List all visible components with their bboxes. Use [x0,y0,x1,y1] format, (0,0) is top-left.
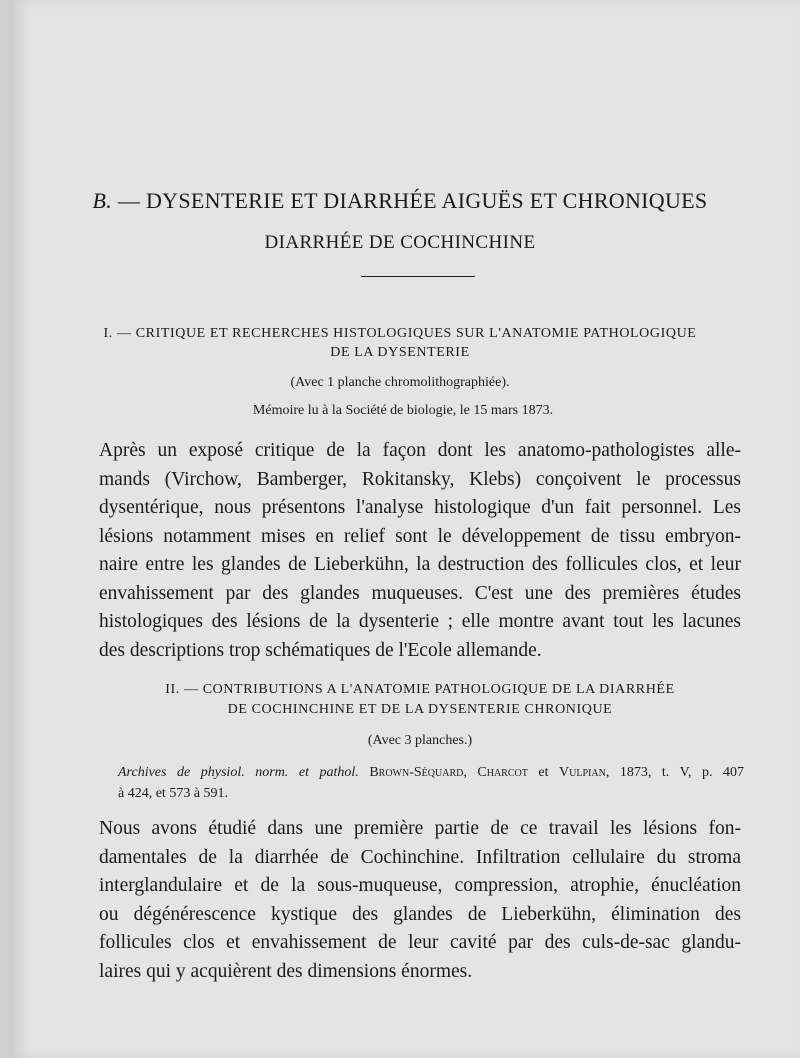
citation-author: Charcot [477,765,528,780]
citation-line: à 424, et 573 à 591. [118,786,229,801]
section2-paragraph [99,815,741,986]
paragraph-line: Nous avons étudié dans une première partie de ce travail les lésions fon- [99,818,741,839]
citation-details: , 1873, t. V, p. 407 [605,765,744,780]
paragraph-line: ou dégénérescence kystique des glandes de Lieberkühn, élimination des [99,903,741,925]
paragraph-line: histologiques des lésions de la dysenterie ; elle montre avant tout les lacunes [99,611,741,632]
divider-rule [361,276,475,277]
section2-title-line2: DE COCHINCHINE ET DE LA DYSENTERIE CHRONIQUE [227,702,613,717]
section1-paragraph [99,437,741,665]
section1-note: (Avec 1 planche chromolithographiée). [290,375,510,390]
section1-memoire [0,403,708,419]
paragraph-line: damentales de la diarrhée de Cochinchine. Infiltration cellulaire du stroma [99,846,741,868]
citation-separator: et [527,765,560,780]
section1-title-line1: I. — CRITIQUE ET RECHERCHES HISTOLOGIQUES SUR L'ANATOMIE PATHOLOGIQUE [103,326,697,341]
paragraph-line: lésions notamment mises en relief sont le développement de tissu embryon- [99,525,741,547]
paragraph-line: dysentérique, nous présentons l'analyse histologique d'un fait personnel. Les [99,497,741,518]
section2-citation [118,762,744,804]
paragraph-line: interglandulaire et de la sous-muqueuse, compression, atrophie, énucléation [99,875,741,896]
section2-title-line1: II. — CONTRIBUTIONS A L'ANATOMIE PATHOLOGIQUE DE LA DIARRHÉE [165,682,675,697]
chapter-letter: B. [92,188,113,213]
memoire-text: Mémoire lu à la Société de biologie, le 15 mars 1873. [252,403,554,418]
section2-note: (Avec 3 planches.) [367,733,473,748]
chapter-subtitle: DIARRHÉE DE COCHINCHINE [264,232,536,253]
paragraph-line: envahissement par des glandes muqueuses. C'est une des premières études [99,582,741,604]
citation-author: Brown-Séquard [369,765,464,780]
citation-journal: Archives de physiol. norm. et pathol. [118,765,359,780]
citation-separator: , [463,765,478,780]
paragraph-line: des descriptions trop schématiques de l'Ecole allemande. [99,639,542,661]
section1-title-line2: DE LA DYSENTERIE [330,345,470,360]
paragraph-line: follicules clos et envahissement de leur cavité par des culs-de-sac glandu- [99,932,741,953]
paragraph-line: laires qui y acquièrent des dimensions énormes. [99,960,473,982]
paragraph-line: mands (Virchow, Bamberger, Rokitansky, Klebs) conçoivent le processus [99,468,741,490]
citation-author: Vulpian [559,765,606,780]
paragraph-line: naire entre les glandes de Lieberkühn, la destruction des follicules clos, et leur [99,554,741,575]
chapter-heading [0,188,800,214]
paragraph-line: Après un exposé critique de la façon dont les anatomo-pathologistes alle- [99,440,741,461]
citation-line [118,762,744,783]
chapter-title: — DYSENTERIE ET DIARRHÉE AIGUËS ET CHRONIQUES [112,188,708,213]
